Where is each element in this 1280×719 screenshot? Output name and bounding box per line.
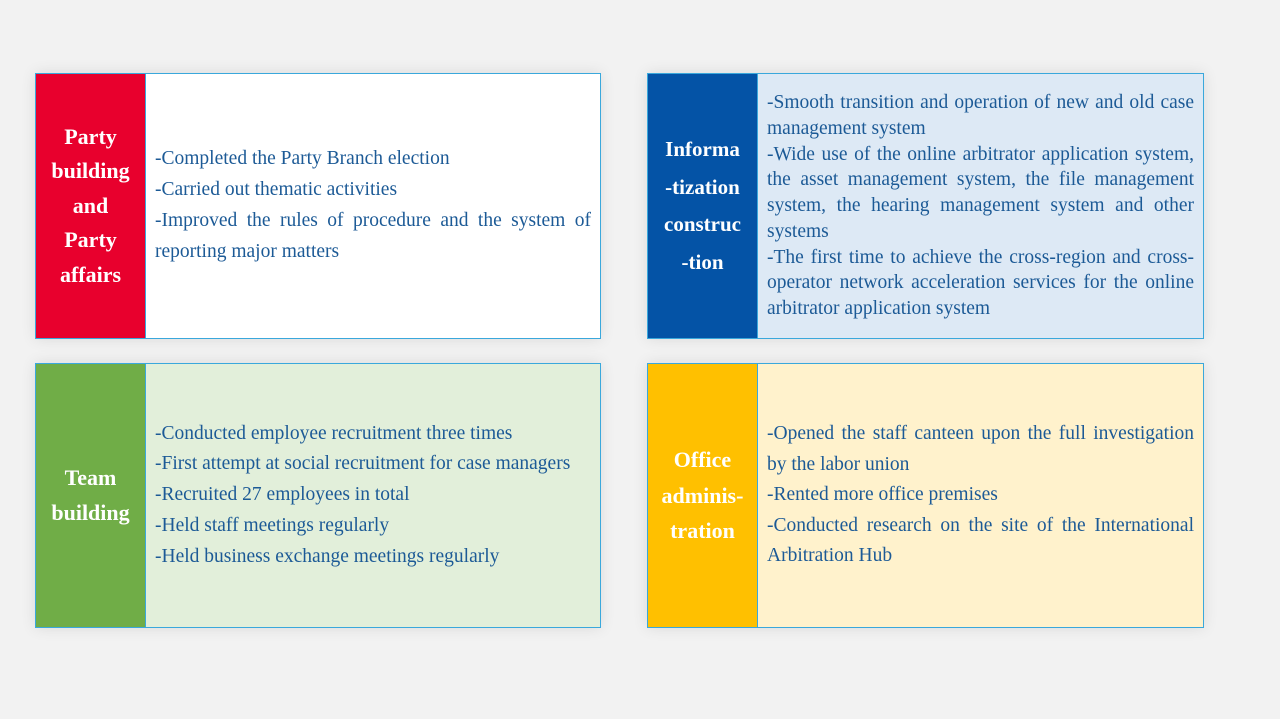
card-item: -Smooth transition and operation of new and old case management system [767, 92, 1194, 140]
card-item: -Held staff meetings regularly [155, 514, 390, 536]
card-title-box [648, 364, 758, 627]
card-item: -Held business exchange meetings regularly [155, 545, 500, 567]
card-title: Informa -tization construc -tion [664, 137, 741, 274]
card-item: -Conducted research on the site of the International Arbitration Hub [767, 514, 1194, 567]
card-title-box [648, 74, 758, 338]
team-building-card [35, 363, 601, 628]
card-item: -First attempt at social recruitment for case managers [155, 453, 571, 475]
card-title-box [36, 364, 146, 627]
card-item: -Rented more office premises [767, 484, 998, 506]
card-item: -Conducted employee recruitment three times [155, 422, 513, 444]
informatization-card [647, 73, 1204, 339]
card-item: -Recruited 27 employees in total [155, 484, 410, 506]
card-item: -Improved the rules of procedure and the system of reporting major matters [155, 210, 591, 262]
card-body [146, 364, 600, 627]
card-item: -Wide use of the online arbitrator application system, the asset management system, the file management system, the hearing management system and other systems [767, 143, 1194, 242]
card-title-box [36, 74, 146, 338]
card-title: Team building [51, 465, 130, 525]
card-item: -Opened the staff canteen upon the full investigation by the labor union [767, 423, 1194, 475]
card-title: Party building and Party affairs [51, 123, 130, 287]
card-item: -Carried out thematic activities [155, 179, 398, 201]
card-item: -The first time to achieve the cross-region and cross-operator network acceleration services for the online arbitrator application system [767, 246, 1194, 319]
card-body [758, 74, 1203, 338]
card-body [758, 364, 1203, 627]
card-title: Office adminis- tration [661, 447, 744, 544]
office-administration-card [647, 363, 1204, 628]
party-building-card [35, 73, 601, 339]
card-item: -Completed the Party Branch election [155, 148, 450, 170]
card-body [146, 74, 600, 338]
